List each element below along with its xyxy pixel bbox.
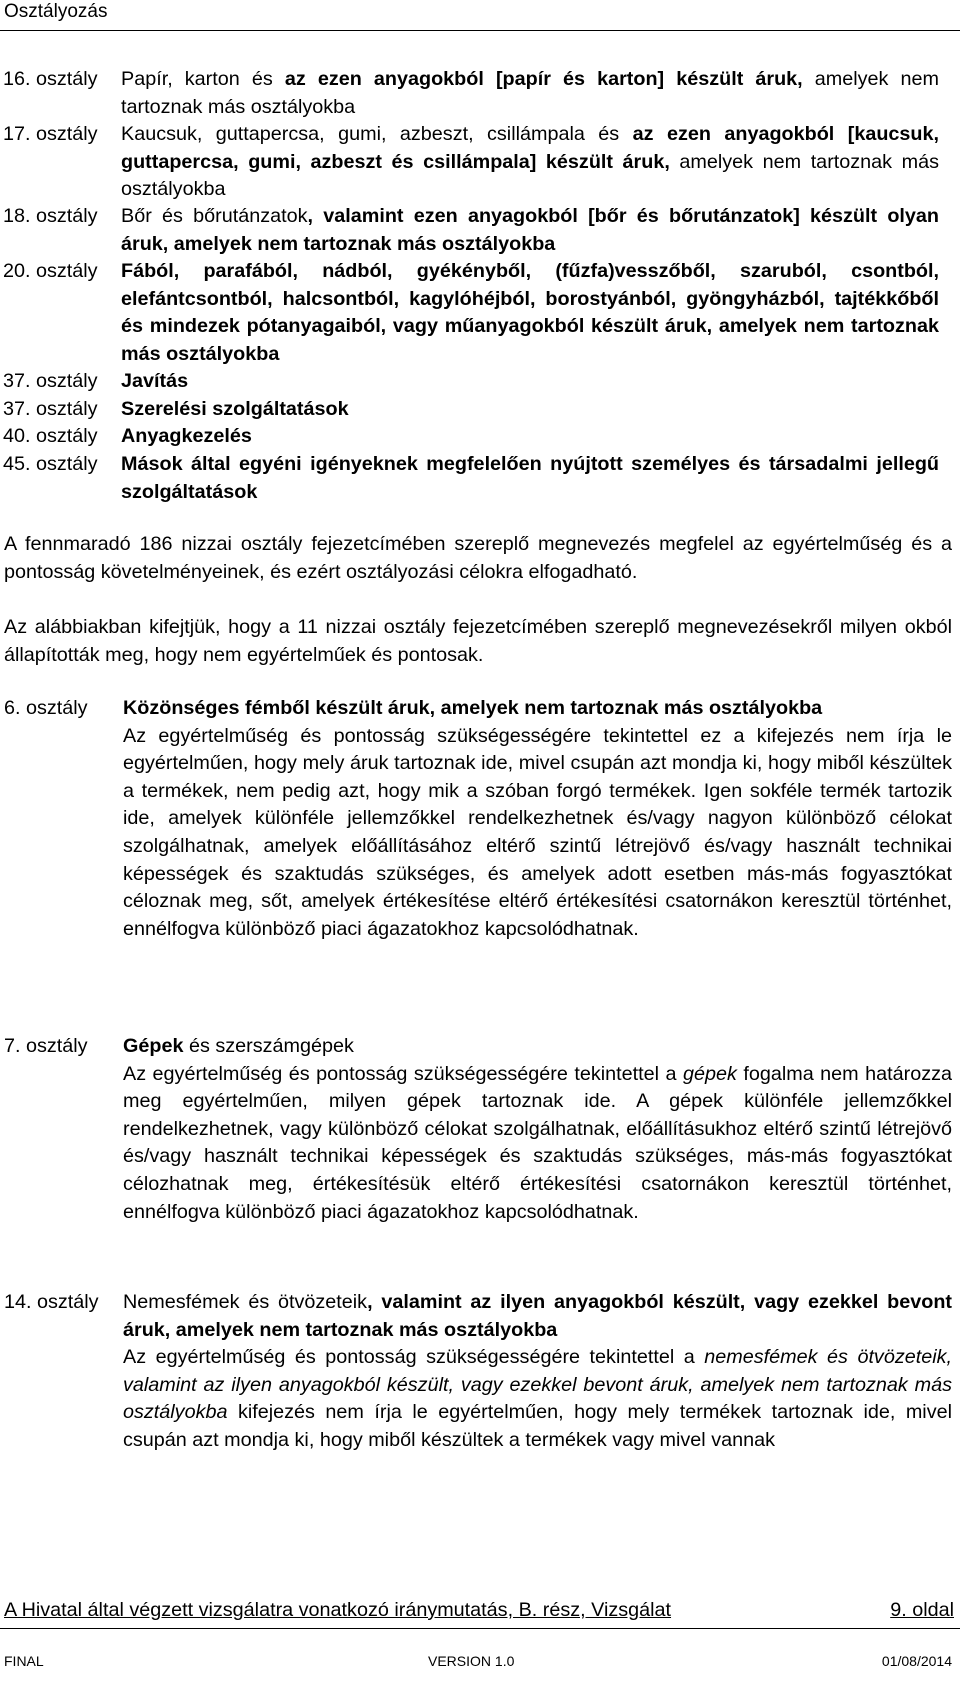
section-title <box>123 1033 952 1061</box>
header-title: Osztályozás <box>4 1 108 22</box>
page-number: 9. oldal <box>890 1599 954 1621</box>
section-title-bold: , valamint az ilyen anyagokból készült, vagy ezekkel bevont áruk, amelyek nem tartoznak más osztályokba <box>123 1291 952 1341</box>
section-content <box>123 695 952 943</box>
page-footer <box>4 1598 954 1622</box>
class-number: 37. osztály <box>3 370 98 392</box>
class-title-plain: Bőr és bőrutánzatok <box>121 205 308 227</box>
class-title <box>121 203 939 258</box>
class-entry-45 <box>3 451 953 506</box>
doc-version: VERSION 1.0 <box>428 1653 515 1669</box>
class-title <box>121 396 939 424</box>
class-title-bold: , valamint ezen anyagokból [bőr és bőrutánzatok] készült olyan áruk, amelyek nem tartoznak más osztályokba <box>121 205 939 255</box>
footer-title: A Hivatal által végzett vizsgálatra vonatkozó iránymutatás, B. rész, Vizsgálat <box>4 1599 672 1621</box>
class-number: 17. osztály <box>3 123 98 145</box>
footer-rule <box>0 1628 960 1629</box>
class-title <box>121 121 939 204</box>
doc-status: FINAL <box>4 1653 44 1669</box>
paragraph-explanation: Az alábbiakban kifejtjük, hogy a 11 nizzai osztály fejezetcímében szereplő megnevezésekről milyen okból állapították meg, hogy nem egyértelműek és pontosak. <box>4 616 952 666</box>
section-title <box>123 695 952 723</box>
class-number: 18. osztály <box>3 205 98 227</box>
header-rule <box>0 30 960 31</box>
section-text-rest: kifejezés nem írja le egyértelműen, hogy mely termékek tartoznak ide, mivel csupán azt mondja ki, hogy miből készültek a termékek vagy mivel vannak <box>123 1401 952 1451</box>
section-title-bold: Gépek <box>123 1035 184 1057</box>
section-number: 14. osztály <box>4 1291 99 1313</box>
section-number: 7. osztály <box>4 1035 88 1057</box>
class-number: 45. osztály <box>3 453 98 475</box>
section-text: Az egyértelműség és pontosság szükségességére tekintettel ez a kifejezés nem írja le egyértelműen, hogy mely áruk tartoznak ide, mivel csupán azt mondja ki, hogy miből készültek a termékek, nem pedig azt, hogy mik a szóban forgó termékek. Igen sokféle termék tartozik ide, amelyek különféle jellemzőkkel rendelkezhetnek és/vagy nagyon különböző célokat szolgálhatnak, amelyek előállításához eltérő szintű létrejövő és/vagy használt technikai képességek és szaktudás szükséges, és amelyek adott esetben más-más fogyasztókat céloznak meg, sőt, amelyek értékesítése eltérő értékesítési csatornákon keresztül történhet, ennélfogva különböző piaci ágazatokhoz kapcsolódhatnak. <box>123 724 952 940</box>
class-title-bold: az ezen anyagokból [kaucsuk, guttapercsa, gumi, azbeszt és csillámpala] készült áruk, <box>121 123 939 173</box>
class-entry-40 <box>3 423 953 451</box>
class-number: 40. osztály <box>3 425 98 447</box>
class-title <box>121 423 939 451</box>
section-text-pre: Az egyértelműség és pontosság szükségességére tekintettel a <box>123 1062 683 1085</box>
class-title <box>121 451 939 506</box>
class-title-plain: Papír, karton és <box>121 68 285 90</box>
section-text-italic: gépek <box>682 1062 737 1085</box>
class-title-bold: Fából, parafából, nádból, gyékényből, (fűzfa)vesszőből, szaruból, csontból, elefántcsontból, halcsontból, kagylóhéjból, borostyánból, gyöngyházból, tajtékkőből és mindezek pótanyagaiból, vagy műanyagokból készült áruk, amelyek nem tartoznak más osztályokba <box>121 260 939 365</box>
section-text-pre: Az egyértelműség és pontosság szükségességére tekintettel a <box>123 1346 705 1369</box>
section-title-plain: Nemesfémek és ötvözeteik <box>123 1291 368 1313</box>
section-text <box>123 1344 952 1454</box>
class-number: 37. osztály <box>3 398 98 420</box>
section-title <box>123 1289 952 1344</box>
section-content <box>123 1289 952 1455</box>
class-title-bold: Javítás <box>121 370 189 392</box>
section-content <box>123 1033 952 1226</box>
class-entry-16 <box>3 66 953 121</box>
section-title-bold: Közönséges fémből készült áruk, amelyek nem tartoznak más osztályokba <box>123 697 823 719</box>
class-title-plain: Kaucsuk, guttapercsa, gumi, azbeszt, csillámpala és <box>121 123 633 145</box>
paragraph-accepted: A fennmaradó 186 nizzai osztály fejezetcímében szereplő megnevezés megfelel az egyértelműség és a pontosság követelményeinek, és ezért osztályozási célokra elfogadható. <box>4 533 952 583</box>
class-number: 20. osztály <box>3 260 98 282</box>
section-title-plain: és szerszámgépek <box>183 1035 354 1057</box>
section-number: 6. osztály <box>4 697 88 719</box>
class-entry-18 <box>3 203 953 258</box>
section-text-rest: fogalma nem határozza meg egyértelműen, milyen gépek tartoznak ide. A gépek különféle jellemzőkkel rendelkezhetnek, vagy különböző célokat szolgálhatnak, előállításukhoz eltérő szintű létrejövő és/vagy használt technikai képességek és szaktudás szükséges, más-más fogyasztókat célozhatnak meg, értékesítésük eltérő értékesítési csatornákon keresztül történhet, ennélfogva különböző piaci ágazatokhoz kapcsolódhatnak. <box>123 1062 953 1223</box>
section-text <box>123 1061 952 1227</box>
class-entry-17 <box>3 121 953 204</box>
class-entry-37-szereles <box>3 396 953 424</box>
section-text-italic: nemesfémek és ötvözeteik, valamint az ilyen anyagokból készült, vagy ezekkel bevont áruk, amelyek nem tartoznak más osztályokba <box>123 1346 952 1424</box>
class-title-plain-end: amelyek nem tartoznak más osztályokba <box>121 150 939 201</box>
class-title-bold: Mások által egyéni igényeknek megfelelően nyújtott személyes és társadalmi jellegű szolgáltatások <box>121 453 939 503</box>
class-number: 16. osztály <box>3 68 98 90</box>
class-title-bold: az ezen anyagokból [papír és karton] készült áruk, <box>284 68 803 90</box>
class-title <box>121 258 939 368</box>
class-entry-20 <box>3 258 953 368</box>
class-title-bold: Anyagkezelés <box>121 425 252 447</box>
class-title-plain-end: amelyek nem tartoznak más osztályokba <box>121 68 940 118</box>
doc-date: 01/08/2014 <box>881 1653 952 1669</box>
class-title <box>121 368 939 396</box>
class-title <box>121 66 939 121</box>
class-title-bold: Szerelési szolgáltatások <box>121 398 349 420</box>
class-entry-37-javitas <box>3 368 953 396</box>
